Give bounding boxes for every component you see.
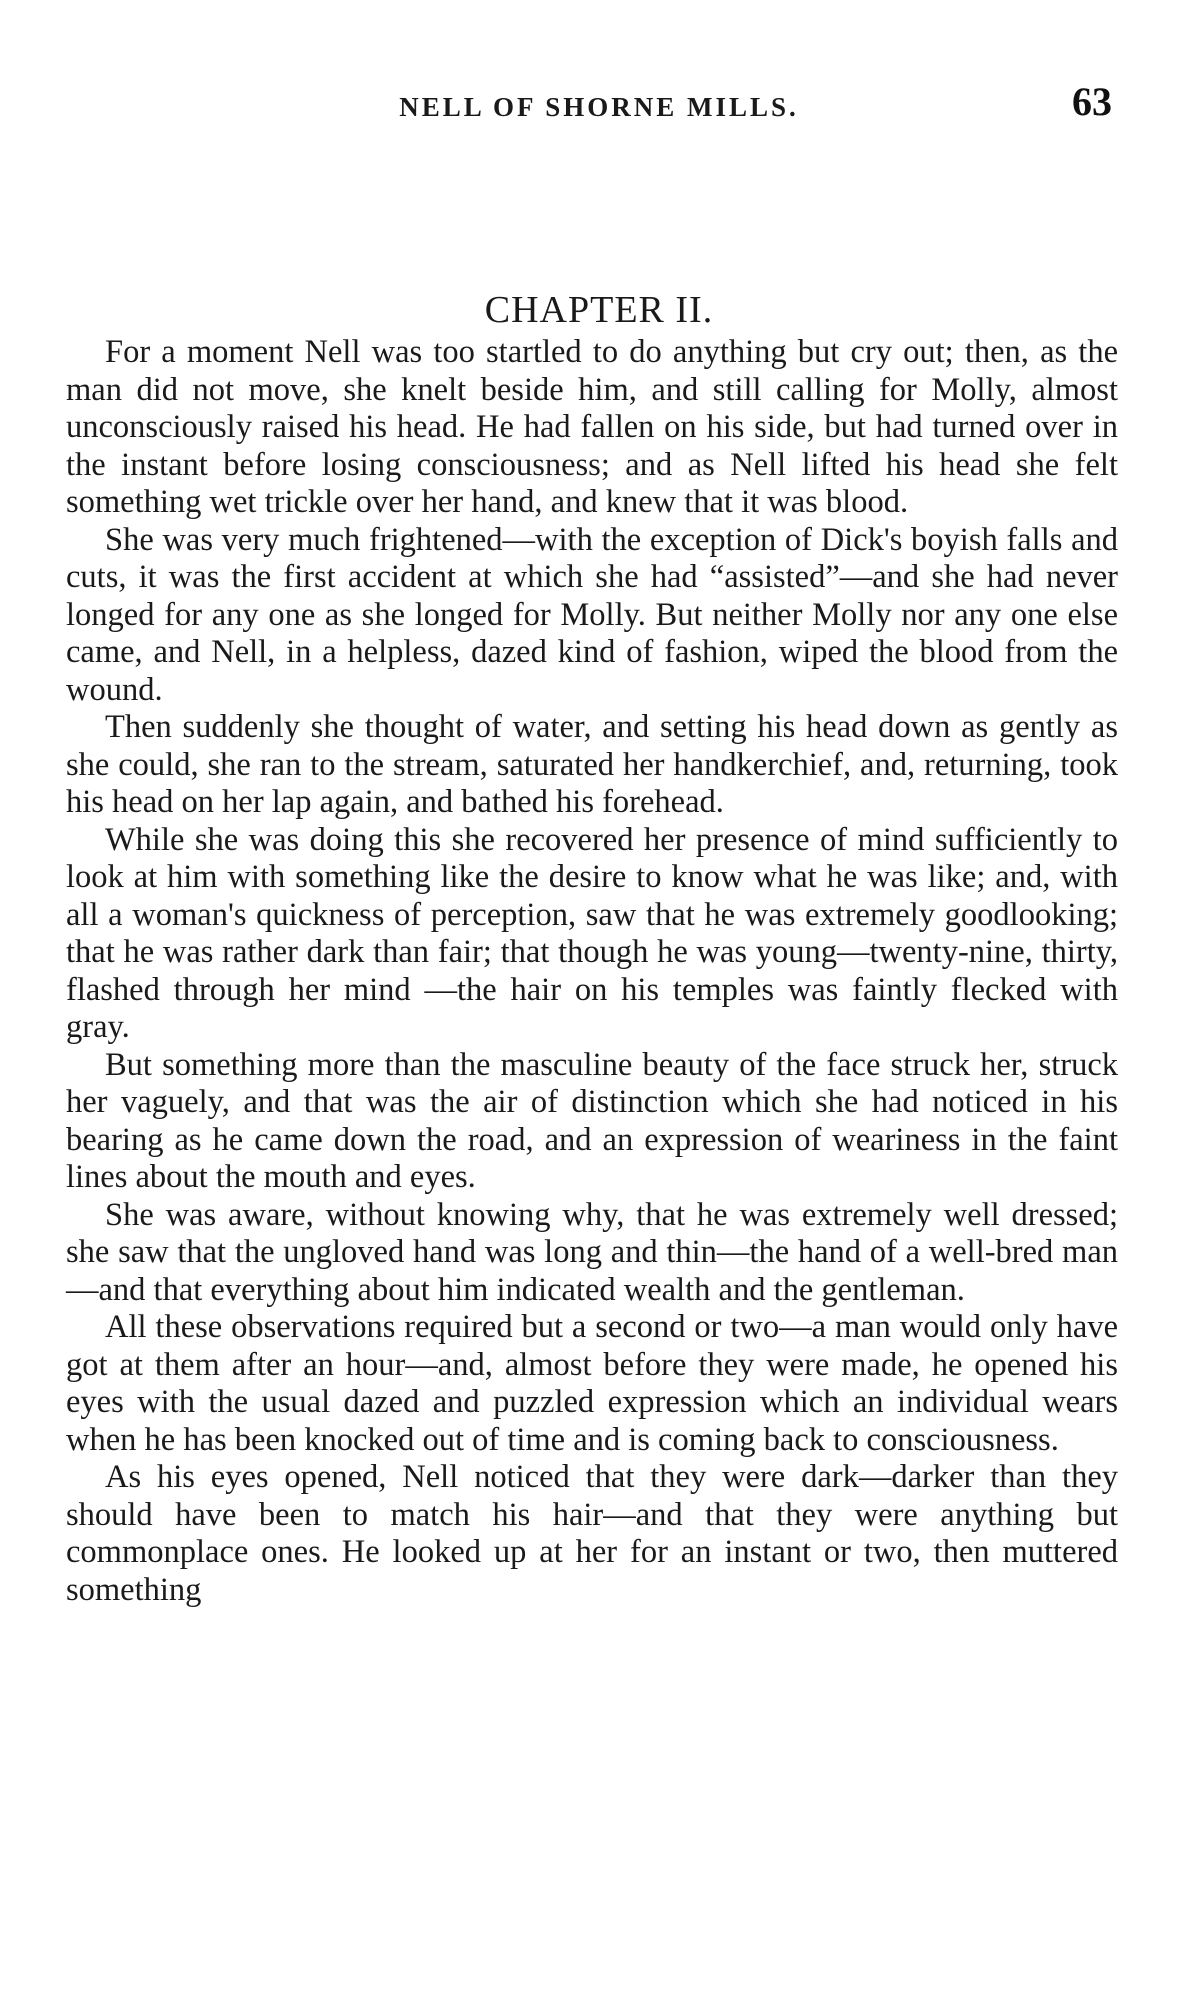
paragraph: She was aware, without knowing why, that he was extremely well dressed; she saw that the ungloved hand was long and thin—the hand of a well-bred man—and that everything about him indicated wealth and the gentleman. (66, 1196, 1118, 1308)
paragraph: She was very much frightened—with the exception of Dick's boyish falls and cuts, it was the first accident at which she had “assisted”—and she had never longed for any one as she longed for Molly. But neither Molly nor any one else came, and Nell, in a helpless, dazed kind of fashion, wiped the blood from the wound. (66, 521, 1118, 708)
paragraph: As his eyes opened, Nell noticed that they were dark—darker than they should have been to match his hair—and that they were anything but commonplace ones. He looked up at her for an instant or two, then muttered something (66, 1459, 1118, 1608)
paragraph: Then suddenly she thought of water, and setting his head down as gently as she could, she ran to the stream, saturated her handkerchief, and, returning, took his head on her lap again, and bathed his forehead. (66, 709, 1118, 820)
paragraph: While she was doing this she recovered her presence of mind sufficiently to look at him with something like the desire to know what he was like; and, with all a woman's quickness of perception, saw that he was extremely goodlooking; that he was rather dark than fair; that though he was young—twenty-nine, thirty, flashed through her mind —the hair on his temples was faintly flecked with gray. (66, 821, 1118, 1045)
chapter-title: CHAPTER II. (484, 289, 714, 331)
running-head: NELL OF SHORNE MILLS. (399, 92, 799, 122)
paragraph: For a moment Nell was too startled to do anything but cry out; then, as the man did not move, she knelt beside him, and still calling for Molly, almost unconsciously raised his head. He had fallen on his side, but had turned over in the instant before losing consciousness; and as Nell lifted his head she felt something wet trickle over her hand, and knew that it was blood. (66, 334, 1118, 520)
paragraph: But something more than the masculine beauty of the face struck her, struck her vaguely, and that was the air of distinction which she had noticed in his bearing as he came down the road, and an expression of weariness in the faint lines about the mouth and eyes. (66, 1046, 1118, 1195)
paragraph: All these observations required but a second or two—a man would only have got at them after an hour—and, almost before they were made, he opened his eyes with the usual dazed and puzzled expression which an individual wears when he has been knocked out of time and is coming back to consciousness. (66, 1309, 1118, 1458)
chapter-body (66, 334, 1118, 1609)
page-number: 63 (1072, 79, 1112, 124)
